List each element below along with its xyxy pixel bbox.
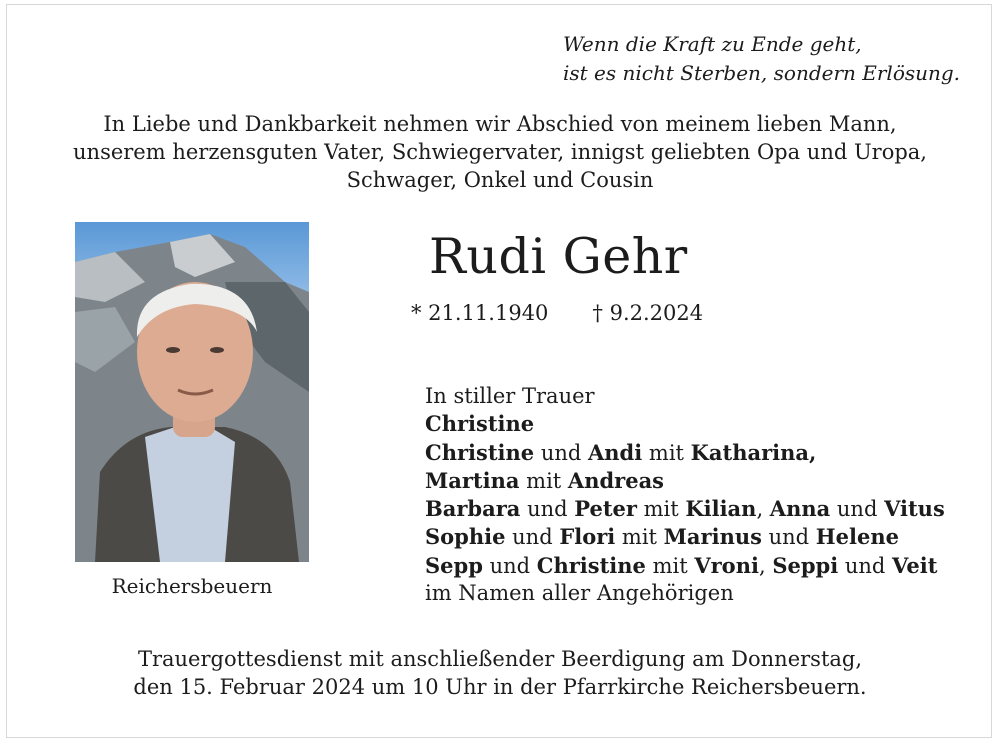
quote-line: Wenn die Kraft zu Ende geht, [563,32,862,56]
mourner-connector: und [534,440,588,465]
mourners-list [425,383,945,607]
mourner-name: Seppi [772,552,839,578]
mourner-connector: mit [519,468,568,493]
intro-line: In Liebe und Dankbarkeit nehmen wir Abschied von meinem lieben Mann, [103,112,897,136]
mourner-connector: , [756,497,770,522]
mourner-connector: und [482,553,537,578]
mourner-name: Christine [536,552,646,578]
portrait-photo [75,222,309,562]
deceased-name: Rudi Gehr [429,228,688,285]
mourner-line [425,523,945,551]
intro-text [0,110,1000,194]
mourner-name: Sophie [425,524,506,550]
epigraph-quote [563,30,960,88]
mourner-name: Sepp [425,552,483,578]
service-line: den 15. Februar 2024 um 10 Uhr in der Pfarrkirche Reichersbeuern. [133,675,867,699]
mourner-connector: mit [636,497,686,522]
mourners-opening: In stiller Trauer [425,384,595,408]
mourner-name: Christine [425,439,535,465]
mourner-name: Marinus [663,524,762,550]
quote-line: ist es nicht Sterben, sondern Erlösung. [563,61,961,85]
life-dates [411,301,703,325]
service-line: Trauergottesdienst mit anschließender Beerdigung am Donnerstag, [137,647,863,671]
mourner-line [425,410,945,438]
birth-date: * 21.11.1940 [411,301,549,325]
mourner-line [425,467,945,495]
mourner-connector: mit [615,525,664,550]
mourner-name: Anna [769,496,831,522]
mourner-connector: und [761,525,816,550]
mourners-closing: im Namen aller Angehörigen [425,581,734,606]
mourner-connector: und [830,497,885,522]
mourner-name: Martina [425,467,520,493]
mourner-name: Andreas [567,467,665,493]
mourner-line [425,495,945,523]
death-date: † 9.2.2024 [592,301,704,325]
mourner-connector: mit [642,440,691,465]
mourner-name: Christine [425,411,535,437]
intro-line: unserem herzensguten Vater, Schwiegervater, innigst geliebten Opa und Uropa, [73,140,927,164]
mourner-name: Vroni [694,552,759,578]
mourner-line [425,439,945,467]
mourner-connector: und [505,525,560,550]
mourner-name: Veit [892,552,938,578]
service-info [0,645,1000,701]
mourner-connector: mit [645,553,695,578]
mourner-name: Vitus [884,496,945,522]
mourner-name: Kilian [685,496,757,522]
mourner-connector: und [520,497,575,522]
mourner-connector: , [758,553,773,578]
mourner-line [425,552,945,580]
mourner-name: Andi [588,439,643,465]
mourner-name: Barbara [425,496,521,522]
mourner-name: Peter [574,496,637,522]
mourner-lines [425,410,945,580]
portrait-illustration [75,222,309,562]
mourner-name: Katharina, [690,439,817,465]
mourner-connector: und [838,553,893,578]
place-label: Reichersbeuern [111,574,273,598]
mourner-name: Flori [559,524,616,550]
intro-line: Schwager, Onkel und Cousin [346,168,654,192]
mourner-name: Helene [815,524,899,550]
